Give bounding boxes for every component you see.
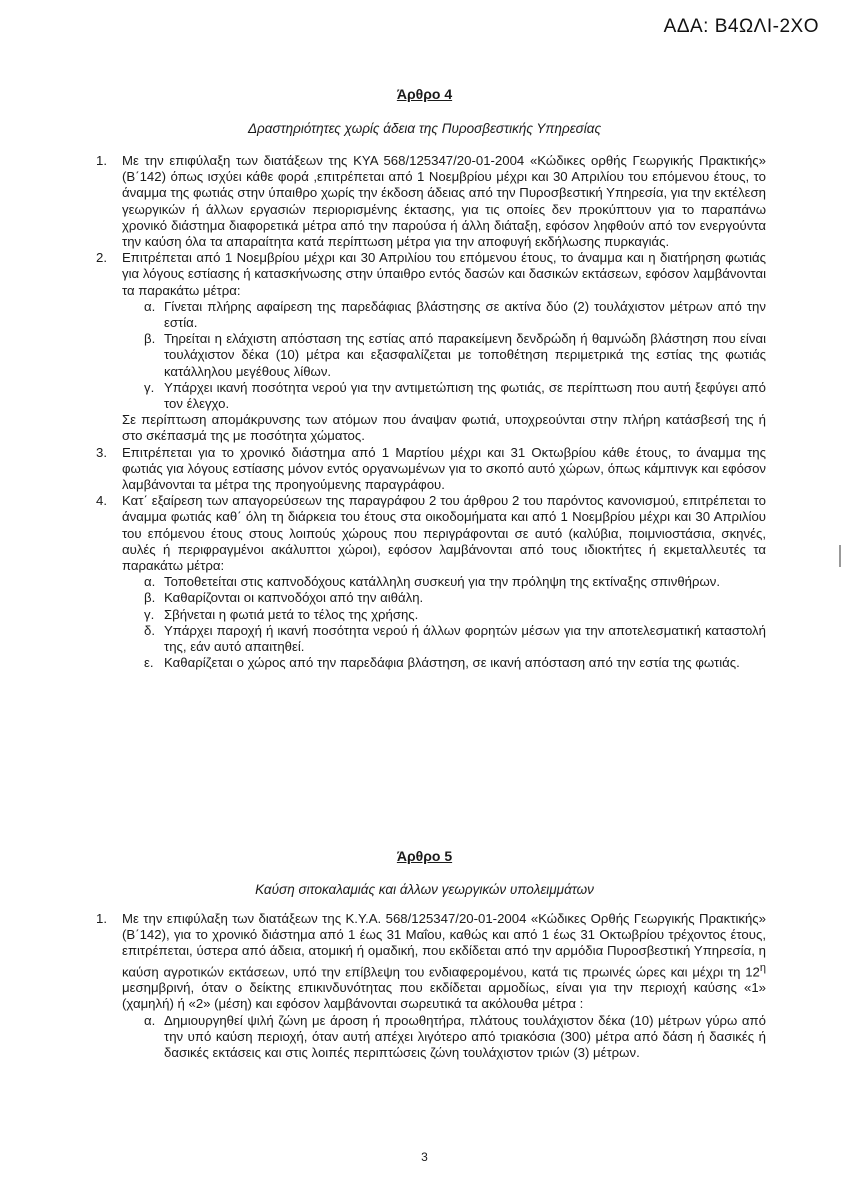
sub-item-text: Γίνεται πλήρης αφαίρεση της παρεδάφιας βλάστησης σε ακτίνα δύο (2) τουλάχιστον μέτρων από την εστία. bbox=[164, 298, 766, 331]
article-5-item-1-sublist bbox=[122, 1013, 766, 1062]
article-4-subtitle: Δραστηριότητες χωρίς άδεια της Πυροσβεστικής Υπηρεσίας bbox=[247, 121, 602, 136]
item-text-part-1: Με την επιφύλαξη των διατάξεων της Κ.Υ.Α. 568/125347/20-01-2004 «Κώδικες Ορθής Γεωργικής Πρακτικής» (Β΄142), για το χρονικό διάστημα από 1 έως 31 Μαΐου, καθώς και από 1 έως 31 Οκτωβρίου τρέχοντος έτους, επιτρέπεται, ύστερα από άδεια, ατομική ή ομαδική, που εκδίδεται από την αρμόδια Πυροσβεστική Υπηρεσία, η καύση αγροτικών εκτάσεων, υπό την επίβλεψη του ενδιαφερομένου, κατά τις πρωινές ώρες και μέχρι τη 12 bbox=[122, 911, 766, 979]
sub-item-letter: β. bbox=[144, 331, 156, 347]
sub-item-text: Καθαρίζονται οι καπνοδόχοι από την αιθάλη. bbox=[164, 590, 424, 606]
article-4-body bbox=[96, 153, 766, 672]
article-4-list bbox=[96, 153, 766, 672]
item-number: 2. bbox=[96, 250, 107, 266]
item-text: Κατ΄ εξαίρεση των απαγορεύσεων της παραγράφου 2 του άρθρου 2 του παρόντος κανονισμού, επιτρέπεται το άναμμα φωτιάς καθ΄ όλη τη διάρκεια του έτους στα οικοδομήματα και από 1 Νοεμβρίου μέχρι και 30 Απριλίου του επόμενου έτους στους λοιπούς χώρους που περιγράφονται σε αυτό (καλύβια, ποιμνιοστάσια, σκηνές, αυλές ή περιφραγμένοι ακάλυπτοι χώροι), εφόσον λαμβάνονται από τους ιδιοκτήτες ή εκμεταλλευτές τα παρακάτω μέτρα: bbox=[122, 493, 766, 574]
ada-code: ΑΔΑ: Β4ΩΛΙ-2ΧΟ bbox=[663, 16, 819, 37]
sub-item-e bbox=[144, 655, 766, 671]
item-number: 1. bbox=[96, 911, 107, 926]
article-4-item-2-sublist bbox=[122, 299, 766, 412]
sub-item-a bbox=[144, 574, 766, 590]
article-4-title: Άρθρο 4 bbox=[396, 86, 453, 102]
item-number: 4. bbox=[96, 493, 107, 509]
article-5-subtitle: Καύση σιτοκαλαμιάς και άλλων γεωργικών υπολειμμάτων bbox=[255, 882, 594, 897]
item-text: Με την επιφύλαξη των διατάξεων της ΚΥΑ 568/125347/20-01-2004 «Κώδικες ορθής Γεωργικής Πρακτικής» (Β΄142) όπως ισχύει κάθε φορά ,επιτρέπεται από 1 Νοεμβρίου μέχρι και 30 Απριλίου του επόμενου έτους, το άναμμα της φωτιάς στην ύπαιθρο χωρίς την έκδοση άδειας από την Πυροσβεστική Υπηρεσία, για την εκτέλεση γεωργικών ή άλλων εργασιών περιορισμένης έκτασης, για τις οποίες δεν προκύπτουν για το παραπάνω χρονικό διάστημα διαφορετικά μέτρα από την παρούσα ή άλλη διάταξη, εφόσον ληφθούν από τον ενεργούντα την καύση όλα τα απαραίτητα κατά περίπτωση μέτρα για την αποφυγή εκδήλωσης πυρκαγιάς. bbox=[122, 153, 766, 250]
page-number: 3 bbox=[421, 1150, 428, 1164]
sub-item-c bbox=[144, 380, 766, 412]
item-text bbox=[122, 911, 766, 1013]
sub-item-b bbox=[144, 331, 766, 380]
sub-item-letter: ε. bbox=[144, 655, 154, 671]
article-5-list bbox=[96, 911, 766, 1061]
sub-item-c bbox=[144, 607, 766, 623]
item-note: Σε περίπτωση απομάκρυνσης των ατόμων που άναψαν φωτιά, υποχρεούνται στην πλήρη κατάσβεσή της ή στο σκέπασμά της με ποσότητα χώματος. bbox=[122, 412, 766, 444]
sub-item-letter: α. bbox=[144, 298, 156, 314]
sub-item-d bbox=[144, 623, 766, 655]
article-4-item-1 bbox=[96, 153, 766, 250]
sub-item-text: Υπάρχει παροχή ή ικανή ποσότητα νερού ή άλλων φορητών μέσων για την αποτελεσματική καταστολή της, εάν αυτό απαιτηθεί. bbox=[164, 622, 766, 655]
sub-item-letter: β. bbox=[144, 590, 156, 606]
article-4-item-2 bbox=[96, 250, 766, 444]
item-number: 3. bbox=[96, 444, 107, 460]
item-text: Επιτρέπεται για το χρονικό διάστημα από 1 Μαρτίου μέχρι και 31 Οκτωβρίου κάθε έτους, το άναμμα της φωτιάς για λόγους εστίασης μόνον εντός οργανωμένων για το σκοπό αυτό χώρων, όπως κάμπινγκ και εφόσον λαμβάνονται τα μέτρα της προηγούμενης παραγράφου. bbox=[122, 444, 766, 493]
item-text: Επιτρέπεται από 1 Νοεμβρίου μέχρι και 30 Απριλίου του επόμενου έτους, το άναμμα και η διατήρηση φωτιάς για λόγους εστίασης ή κατασκήνωσης στην ύπαιθρο εντός δασών και δασικών εκτάσεων, εφόσον λαμβάνονται τα παρακάτω μέτρα: bbox=[122, 250, 766, 298]
sub-item-text: Καθαρίζεται ο χώρος από την παρεδάφια βλάστηση, σε ικανή απόσταση από την εστία της φωτιάς. bbox=[164, 655, 740, 671]
article-4-item-3 bbox=[96, 445, 766, 494]
sub-item-a bbox=[144, 299, 766, 331]
sub-item-text: Υπάρχει ικανή ποσότητα νερού για την αντιμετώπιση της φωτιάς, σε περίπτωση που αυτή ξεφύγει από τον έλεγχο. bbox=[164, 379, 766, 412]
item-text-superscript: η bbox=[759, 961, 766, 974]
sub-item-text: Σβήνεται η φωτιά μετά το τέλος της χρήσης. bbox=[164, 606, 419, 622]
sub-item-letter: γ. bbox=[144, 379, 155, 395]
article-4-item-4-sublist bbox=[122, 574, 766, 671]
sub-item-a bbox=[144, 1013, 766, 1062]
sub-item-letter: α. bbox=[144, 1012, 156, 1028]
sub-item-text: Τηρείται η ελάχιστη απόσταση της εστίας από παρακείμενη δενδρώδη ή θαμνώδη βλάστηση που είναι τουλάχιστον δέκα (10) μέτρα και εξασφαλίζεται με τοποθέτηση περιμετρικά της εστίας της φωτιάς κατάλληλου μεγέθους λίθων. bbox=[164, 331, 766, 379]
article-5-body bbox=[96, 911, 766, 1061]
scan-artifact-mark bbox=[839, 545, 841, 567]
article-4-item-4 bbox=[96, 493, 766, 671]
article-5-item-1 bbox=[96, 911, 766, 1061]
item-text-part-2: μεσημβρινή, όταν ο δείκτης επικινδυνότητας που εκδίδεται αρμοδίως, είναι για την περιοχή καύσης «1» (χαμηλή) ή «2» (μέση) και εφόσον λαμβάνονται σωρευτικά τα ακόλουθα μέτρα : bbox=[122, 980, 766, 1012]
sub-item-letter: γ. bbox=[144, 606, 155, 622]
sub-item-letter: α. bbox=[144, 574, 156, 590]
sub-item-text: Δημιουργηθεί ψιλή ζώνη με άροση ή προωθητήρα, πλάτους τουλάχιστον δέκα (10) μέτρων γύρω από την υπό καύση περιοχή, όταν αυτή απέχει λιγότερο από τριακόσια (300) μέτρα από δάση ή δασικές ή δασικές εκτάσεις και στις λοιπές περιπτώσεις ζώνη τουλάχιστον τριών (3) μέτρων. bbox=[164, 1012, 766, 1061]
sub-item-text: Τοποθετείται στις καπνοδόχους κατάλληλη συσκευή για την πρόληψη της εκτίναξης σπινθήρων. bbox=[164, 574, 721, 590]
article-5-title: Άρθρο 5 bbox=[396, 848, 453, 864]
sub-item-letter: δ. bbox=[144, 622, 156, 638]
item-number: 1. bbox=[96, 153, 107, 168]
sub-item-b bbox=[144, 590, 766, 606]
